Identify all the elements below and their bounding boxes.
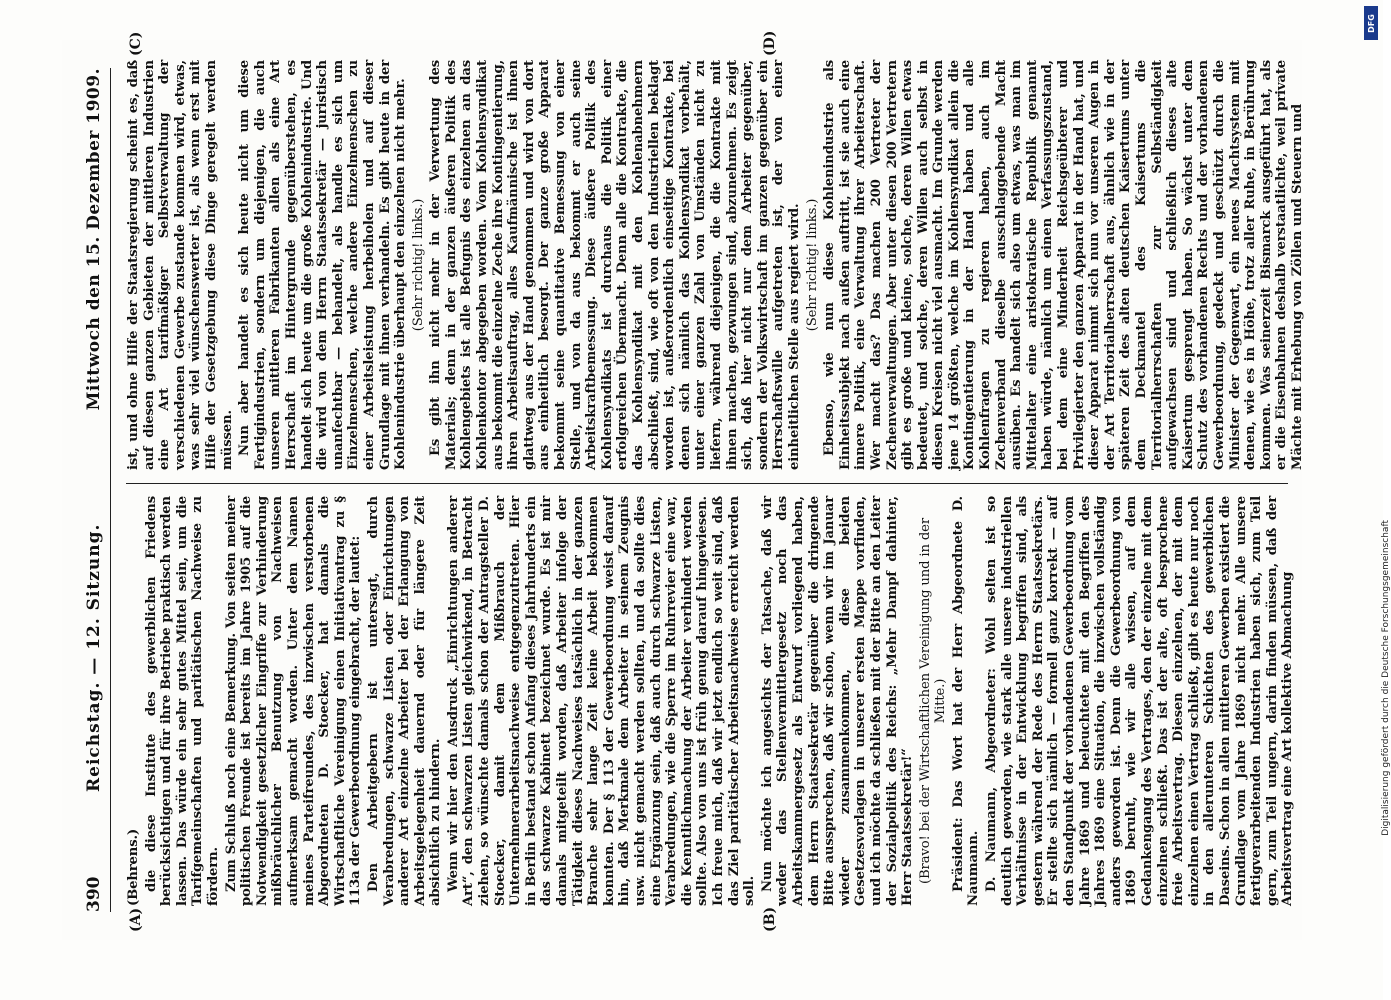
section-marker-d: (D) <box>762 30 778 56</box>
section-marker-b: (B) <box>762 906 778 932</box>
left-text-column <box>126 496 1296 906</box>
speaker-attribution: (Behrens.) <box>126 828 141 906</box>
paragraph: Nun aber handelt es sich heute nicht um diese Fertigindustrien, sondern um diejenigen, die auch unseren mittleren Fabrikanten allen als eine Art Herrschaft im Hintergrunde gegenüberstehen, es handelt sich heute um die große Kohlenindustrie. Und die wird von dem Herrn Staatssekretär — juristisch unanfechtbar — behandelt, als handle es sich um Einzelmenschen, welche andere Einzelmenschen zu einer Arbeitsleistung herbeiholen und auf dieser Grundlage mit ihnen verhandeln. Es gibt heute in der Kohlenindustrie überhaupt den einzelnen nicht mehr. <box>237 60 409 470</box>
digitization-credit: Digitalisierung gefördert durch die Deutsche Forschungsgemeinschaft <box>1381 520 1391 836</box>
dfg-logo-text: DFG <box>1366 13 1376 33</box>
paragraph: Zum Schluß noch eine Bemerkung. Von seiten meiner politischen Freunde ist bereits im Jahre 1905 auf die Notwendigkeit gesetzlicher Eingriffe zur Verhinderung mißbräuchlicher Benutzung von Nachweisen aufmerksam gemacht worden. Unter dem Namen meines Parteifreundes, des inzwischen verstorbenen Abgeordneten D. Stoecker, hat damals die Wirtschaftliche Vereinigung einen Initiativantrag zu § 113a der Gewerbeordnung eingebracht, der lautet: <box>223 496 364 906</box>
paragraph: ist, und ohne Hilfe der Staatsregierung scheint es, daß auf diesen ganzen Gebieten der mittleren Industrien eine Art tarifmäßiger Selbstverwaltung der verschiedenen Gewerbe zustande kommen wird, etwas, was sehr viel wünschenswerter ist, als wenn erst mit Hilfe der Gesetzgebung diese Dinge geregelt werden müssen. <box>126 60 235 470</box>
column-divider <box>126 483 1288 484</box>
paragraph: Wenn wir hier den Ausdruck „Einrichtungen anderer Art“, den schwarzen Listen gleichwirkend, in Betracht ziehen, so wünschte damals schon der Antragsteller D. Stoecker, damit dem Mißbrauch der Unternehmerarbeitsnachweise entgegenzutreten. Hier in Berlin bestand schon Anfang dieses Jahrhunderts ein das schwarze Kabinett bezeichnet wurde. Es ist mir damals mitgeteilt worden, daß Arbeiter infolge der Tätigkeit dieses Nachweises tatsächlich in der ganzen Branche sehr lange Zeit keine Arbeit bekommen konnten. Der § 113 der Gewerbeordnung weist darauf hin, daß Merkmale dem Arbeiter in seinem Zeugnis usw. nicht gemacht werden sollten, und da sollte dies eine Ergänzung sein, daß auch durch schwarze Listen, Verabredungen, wie die Sperre im Ruhrrevier eine war, die Kenntlichmachung der Arbeiter verhindert werden sollte. Also von uns ist früh genug darauf hingewiesen. Ich freue mich, daß wir jetzt endlich so weit sind, daß das Ziel paritätischer Arbeitsnachweise erreicht werden soll. <box>445 496 758 906</box>
session-title: Reichstag. — 12. Sitzung. <box>84 523 104 792</box>
dfg-logo-badge <box>1364 6 1378 40</box>
page-number: 390 <box>84 876 104 912</box>
quoted-motion: Den Arbeitgebern ist untersagt, durch Verabredungen, schwarze Listen oder Einrichtungen anderer Art einzelne Arbeiter bei der Erlangung von Arbeitsgelegenheit dauernd oder für längere Zeit absichtlich zu hindern. <box>365 496 444 906</box>
paragraph: Es gibt ihn nicht mehr in der Verwertung des Materials; denn in der ganzen äußeren Politik des Kohlengebiets ist alle Befugnis des einzelnen an das Kohlenkontor abgegeben worden. Vom Kohlensyndikat aus bekommt die einzelne Zeche ihre Kontingentierung, ihren Arbeitsauftrag, alles Kaufmännische ist ihnen glattweg aus der Hand genommen und wird von dort aus einheitlich besorgt. Der ganze große Apparat bekommt seine quantitative Bemessung von einer Stelle, und von da aus bekommt er auch seine Arbeitskraftbemessung. Diese äußere Politik des Kohlensyndikats ist durchaus die Politik einer erfolgreichen Übermacht. Denn alle die Kontrakte, die das Kohlensyndikat mit den Kohlenabnehmern abschließt, sind, wie oft von den Industriellen beklagt worden ist, außerordentlich einseitige Kontrakte, bei denen sich nämlich das Kohlensyndikat vorbehält, unter einer ganzen Zahl von Umständen nicht zu liefern, während diejenigen, die die Kontrakte mit ihnen machen, gezwungen sind, abzunehmen. Es zeigt sich, daß hier nicht nur dem Arbeiter gegenüber, sondern der Volkswirtschaft im ganzen gegenüber ein Herrschaftswille aufgetreten ist, der von einer einheitlichen Stelle aus regiert wird. <box>428 59 802 470</box>
section-marker-c: (C) <box>128 31 144 56</box>
paragraph: Ebenso, wie nun diese Kohlenindustrie als Einheitssubjekt nach außen auftritt, ist sie auch eine innere Politik, eine Verwaltung ihrer Arbeiterschaft. Wer macht das? Das machen 200 Vertreter der Zechenverwaltungen. Aber unter diesen 200 Vertretern gibt es große und kleine, solche, deren Willen etwas bedeutet, und solche, deren Willen auch selbst in diesen Kreisen nicht viel ausmacht. Im Grunde werden jene 14 größten, welche im Kohlensyndikat allein die Kontingentierung in der Hand haben und alle Kohlenfragen zu regieren haben, auch im Zechenverband dieselbe ausschlaggebende Macht ausüben. Es handelt sich also um etwas, was man im Mittelalter eine aristokratische Republik genannt haben würde, nämlich um einen Verfassungszustand, bei dem eine Minderheit Reichsgeübterer und Privilegierter den ganzen Apparat in der Hand hat, und dieser Apparat nimmt sich nun vor unseren Augen in der Art Territorialherrschaft aus, ähnlich wie in der späteren Zeit des alten deutschen Kaisertums unter dem Deckmantel des Kaisertums die Territorialherrschaften zur Selbständigkeit aufgewachsen sind und schließlich dieses alte Kaisertum gesprengt haben. So wächst unter dem Schutz des vorhandenen Rechts und der vorhandenen Gewerbeordnung, gedeckt und geschützt durch die Minister der Gegenwart, ein neues Machtsystem mit denen, wie es in Höhe, trotz aller Ruhe, in Berührung kommen. Was seinerzeit Bismarck ausgeführt hat, als er die Eisenbahnen deshalb verstaatlichte, weil private Mächte mit Erhebung von Zöllen und Steuern und <box>822 60 1305 470</box>
page-header <box>84 68 111 912</box>
paragraph: D. Naumann, Abgeordneter: Wohl selten ist so deutlich geworden, wie stark alle unsere industriellen Verhältnisse in der Entwicklung begriffen sind, als gestern während der Rede des Herrn Staatssekretärs. Er stellte sich nämlich — formell ganz korrekt — auf den Standpunkt der vorhandenen Gewerbeordnung vom Jahre 1869 und beleuchtete mit den Begriffen des Jahres 1869 eine Situation, die inzwischen vollständig anders geworden ist. Denn die Gewerbeordnung von 1869 beruht, wie wir alle wissen, auf dem Gedankengang des Vertrages, den der einzelne mit dem einzelnen schließt. Das ist der alte, oft besprochene freie Arbeitsvertrag. Diesen einzelnen, der mit dem einzelnen einen Vertrag schließt, gibt es heute nur noch in den allerunteren Schichten des gewerblichen Daseins. Schon in allen mittleren Gewerben existiert die Grundlage vom Jahre 1869 nicht mehr. Alle unsere fertigverarbeitenden Industrien haben sich, zum Teil gern, zum Teil ungern, darin finden müssen, daß der Arbeitsvertrag eine Art kollektive Abmachung <box>984 496 1296 906</box>
interjection: (Sehr richtig! links.) <box>804 198 820 332</box>
right-text-column <box>126 59 1305 470</box>
session-date: Mittwoch den 15. Dezember 1909. <box>84 68 104 411</box>
interjection: (Sehr richtig! links.) <box>410 198 426 332</box>
president-remark: Präsident: Das Wort hat der Herr Abgeordnete D. Naumann. <box>950 496 982 906</box>
section-marker-a: (A) <box>128 907 144 932</box>
rotated-document-page <box>62 30 1305 940</box>
interjection: (Bravo! bei der Wirtschaftlichen Vereinigung und in der Mitte.) <box>917 518 949 884</box>
paragraph: die diese Institute des gewerblichen Friedens berücksichtigen und für ihre Betriebe praktisch werden lassen. Das würde ein sehr gutes Mittel sein, um die Tarifgemeinschaften und paritätischen Nachweise zu fördern. <box>143 496 221 906</box>
paragraph: Nun möchte ich angesichts der Tatsache, daß wir weder das Stellenvermittlergesetz noch das Arbeitskammergesetz als Entwurf vorliegend haben, dem Herrn Staatssekretär gegenüber die dringende Bitte aussprechen, daß wir schon, wenn wir im Januar wieder zusammenkommen, diese beiden Gesetzesvorlagen in unserer ersten Mappe vorfinden, und ich möchte da schließen mit der Bitte an den Leiter der Sozialpolitik des Reichs: „Mehr Dampf dahinter, Herr Staatssekretär!“ <box>759 496 916 906</box>
